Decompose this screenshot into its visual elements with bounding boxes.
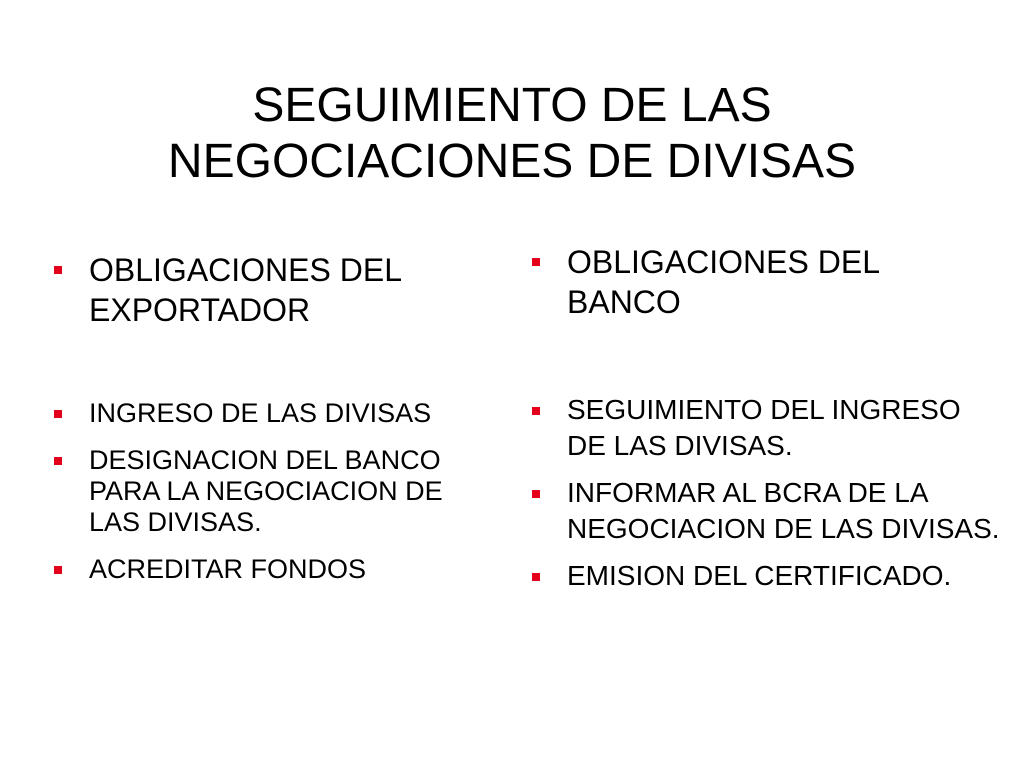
left-list-item-text: DESIGNACION DEL BANCO PARA LA NEGOCIACION DE LAS DIVISAS. xyxy=(89,445,443,537)
right-list-item-text: EMISION DEL CERTIFICADO. xyxy=(567,560,952,591)
square-bullet-icon xyxy=(532,407,540,415)
left-list-item xyxy=(52,398,490,429)
square-bullet-icon xyxy=(54,566,62,574)
left-column xyxy=(52,242,490,601)
right-list-item xyxy=(530,392,1000,464)
right-column-heading xyxy=(530,242,1000,322)
square-bullet-icon xyxy=(532,573,540,581)
square-bullet-icon xyxy=(54,266,62,274)
square-bullet-icon xyxy=(532,258,540,266)
left-list-item-text: INGRESO DE LAS DIVISAS xyxy=(89,398,432,428)
right-column-heading-text: OBLIGACIONES DEL BANCO xyxy=(567,244,879,320)
right-column xyxy=(530,242,1000,605)
slide-title-line-2: NEGOCIACIONES DE DIVISAS xyxy=(167,135,857,188)
right-list-item xyxy=(530,558,1000,594)
left-column-heading xyxy=(52,250,490,330)
square-bullet-icon xyxy=(54,457,62,465)
square-bullet-icon xyxy=(532,490,540,498)
right-list-item xyxy=(530,475,1000,547)
right-list-item-text: SEGUIMIENTO DEL INGRESO DE LAS DIVISAS. xyxy=(567,394,961,461)
right-heading-block xyxy=(530,242,1000,392)
square-bullet-icon xyxy=(54,410,62,418)
left-heading-block xyxy=(52,250,490,398)
slide-title xyxy=(62,78,962,190)
slide-title-line-1: SEGUIMIENTO DE LAS xyxy=(252,79,772,132)
left-column-heading-text: OBLIGACIONES DEL EXPORTADOR xyxy=(89,252,401,328)
right-list-item-text: INFORMAR AL BCRA DE LA NEGOCIACION DE LAS DIVISAS. xyxy=(567,477,1000,544)
left-list-item-text: ACREDITAR FONDOS xyxy=(89,554,367,584)
left-list-item xyxy=(52,554,490,585)
left-list-item xyxy=(52,445,490,538)
